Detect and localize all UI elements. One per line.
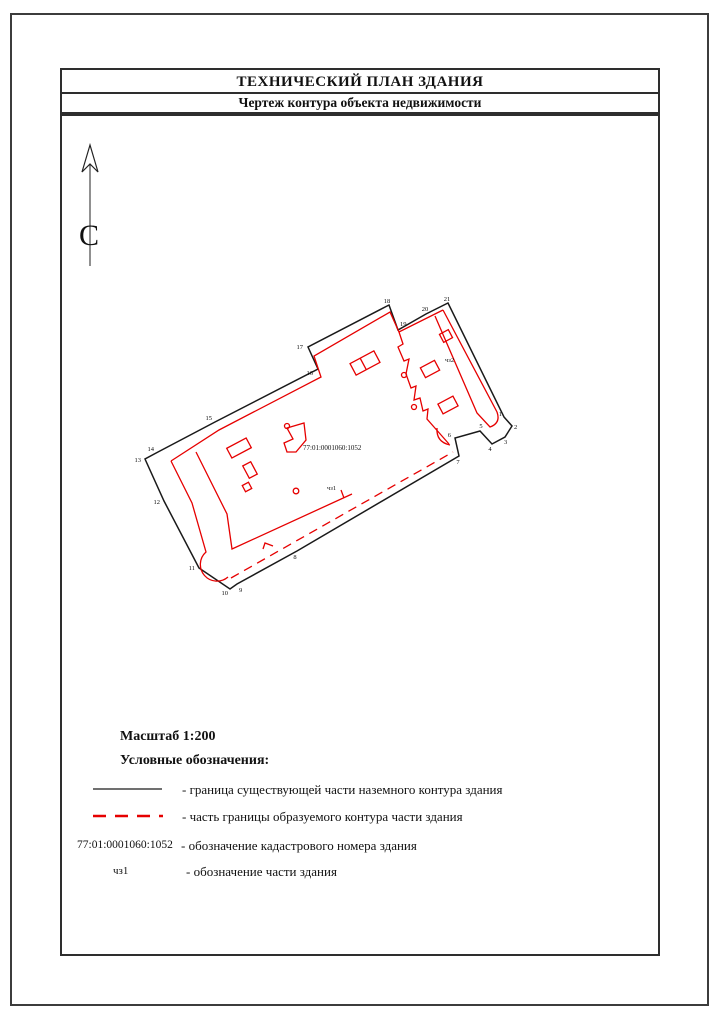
point-label: 7 — [456, 459, 460, 466]
red-left-inset-line — [171, 461, 228, 581]
red-column-b — [243, 462, 258, 479]
part2-label: чз2 — [445, 357, 455, 364]
legend-swatches — [93, 789, 163, 816]
legend-heading: Условные обозначения: — [120, 753, 270, 768]
point-label: 6 — [447, 432, 451, 439]
cadastral-number-label: 77:01:0001060:1052 — [303, 444, 362, 452]
point-label: 12 — [153, 499, 160, 506]
point-label: 11 — [188, 565, 195, 572]
point-label: 13 — [134, 457, 141, 464]
legend-cadastral-symbol: 77:01:0001060:1052 — [77, 839, 173, 851]
red-dot-d — [412, 405, 417, 410]
red-interior-wall — [196, 452, 352, 549]
point-label: 10 — [221, 590, 228, 597]
point-label: 8 — [293, 554, 297, 561]
red-column-d — [420, 360, 439, 377]
point-label: 15 — [205, 415, 212, 422]
north-arrow — [79, 145, 99, 266]
legend-part-symbol: чз1 — [113, 865, 129, 877]
legend-item-formed-contour: - часть границы образуемого контура части здания — [182, 809, 463, 824]
red-dashed-bottom-line — [231, 452, 453, 578]
legend-item-cadastral-number: - обозначение кадастрового номера здания — [181, 838, 417, 853]
red-top-inset-line — [171, 310, 443, 461]
point-label: 9 — [239, 587, 243, 594]
red-bump — [263, 543, 273, 549]
red-column-c — [242, 482, 251, 491]
point-label: 17 — [296, 344, 303, 351]
point-label: 18 — [383, 298, 391, 305]
point-label: 1 — [498, 411, 502, 418]
point-label: 21 — [443, 296, 451, 303]
north-letter: С — [78, 219, 100, 252]
legend-item-part-designation: - обозначение части здания — [186, 864, 337, 879]
point-label: 5 — [479, 423, 483, 430]
document-subtitle: Чертеж контура объекта недвижимости — [60, 94, 660, 114]
red-dot-a — [293, 488, 299, 494]
point-label: 2 — [514, 424, 518, 431]
point-label: 14 — [147, 446, 154, 453]
red-column-e — [438, 396, 458, 414]
document-title: ТЕХНИЧЕСКИЙ ПЛАН ЗДАНИЯ — [60, 68, 660, 94]
red-part2-outline — [435, 310, 498, 427]
point-label: 20 — [421, 306, 429, 313]
legend-item-existing-contour: - граница существующей части наземного контура здания — [182, 782, 503, 797]
point-label: 4 — [488, 446, 492, 453]
point-label: 19 — [400, 321, 407, 328]
red-column-a — [227, 438, 252, 458]
red-wall-tick — [341, 490, 344, 498]
point-label: 3 — [504, 439, 508, 446]
scale-label: Масштаб 1:200 — [120, 729, 216, 744]
point-label: 16 — [306, 370, 313, 377]
part1-label: чз1 — [327, 485, 337, 492]
red-double-rect — [350, 351, 380, 375]
red-divider-stairs — [398, 332, 449, 444]
